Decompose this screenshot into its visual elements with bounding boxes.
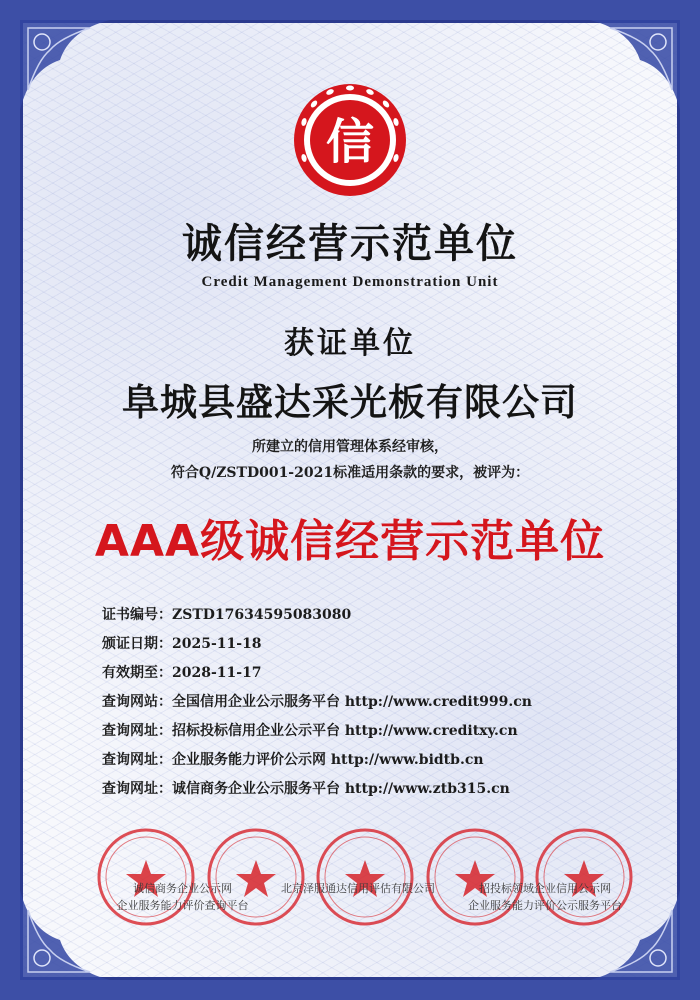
expiry-date-row [102, 662, 642, 691]
query-link[interactable]: 招标投标信用企业公示平台 http://www.creditxy.cn [172, 723, 518, 739]
info-label: 查询网站： [102, 694, 172, 710]
query-link[interactable]: 全国信用企业公示服务平台 http://www.credit999.cn [172, 694, 532, 710]
info-label: 查询网址： [102, 781, 172, 797]
query-website-row [102, 749, 642, 778]
certificate-number-row [102, 604, 642, 633]
description-line-1: 所建立的信用管理体系经审核， [252, 439, 448, 455]
query-link[interactable]: 诚信商务企业公示服务平台 http://www.ztb315.cn [172, 781, 510, 797]
seal-caption-line: 北京泽服通达信用评估有限公司 [281, 882, 435, 895]
award-title: AAA级诚信经营示范单位 [94, 516, 606, 567]
info-value: 2025-11-18 [172, 636, 262, 652]
certificate-info-list [102, 604, 642, 807]
info-label: 有效期至： [102, 665, 172, 681]
query-link[interactable]: 企业服务能力评价公示网 http://www.bidtb.cn [172, 752, 484, 768]
seal-caption-line: 招投标领域企业信用公示网 [479, 882, 611, 895]
info-label: 查询网址： [102, 752, 172, 768]
certificate-title: 诚信经营示范单位 [182, 220, 518, 267]
seal-caption-line: 企业服务能力评价公示服务平台 [468, 899, 622, 912]
corner-ornament-icon [20, 20, 110, 110]
info-value: ZSTD17634595083080 [172, 607, 352, 623]
certificate-subtitle: Credit Management Demonstration Unit [201, 274, 499, 290]
seal-caption-line: 企业服务能力评价查询平台 [116, 899, 249, 912]
seal-caption [445, 880, 645, 920]
query-website-row [102, 720, 642, 749]
certified-unit-label: 获证单位 [284, 326, 416, 361]
credit-emblem-icon [290, 80, 410, 200]
query-website-row [102, 778, 642, 807]
query-website-row [102, 691, 642, 720]
emblem-glyph: 信 [325, 114, 375, 170]
info-label: 查询网址： [102, 723, 172, 739]
seal-caption-line: 诚信商务企业公示网 [133, 882, 232, 895]
description-line-2: 符合Q/ZSTD001-2021标准适用条款的要求，被评为： [170, 465, 530, 481]
info-value: 2028-11-17 [172, 665, 262, 681]
seal-caption [95, 880, 270, 920]
seal-caption [268, 880, 448, 920]
corner-ornament-icon [590, 20, 680, 110]
issue-date-row [102, 633, 642, 662]
company-name: 阜城县盛达采光板有限公司 [122, 380, 578, 424]
info-label: 颁证日期： [102, 636, 172, 652]
info-label: 证书编号： [102, 607, 172, 623]
